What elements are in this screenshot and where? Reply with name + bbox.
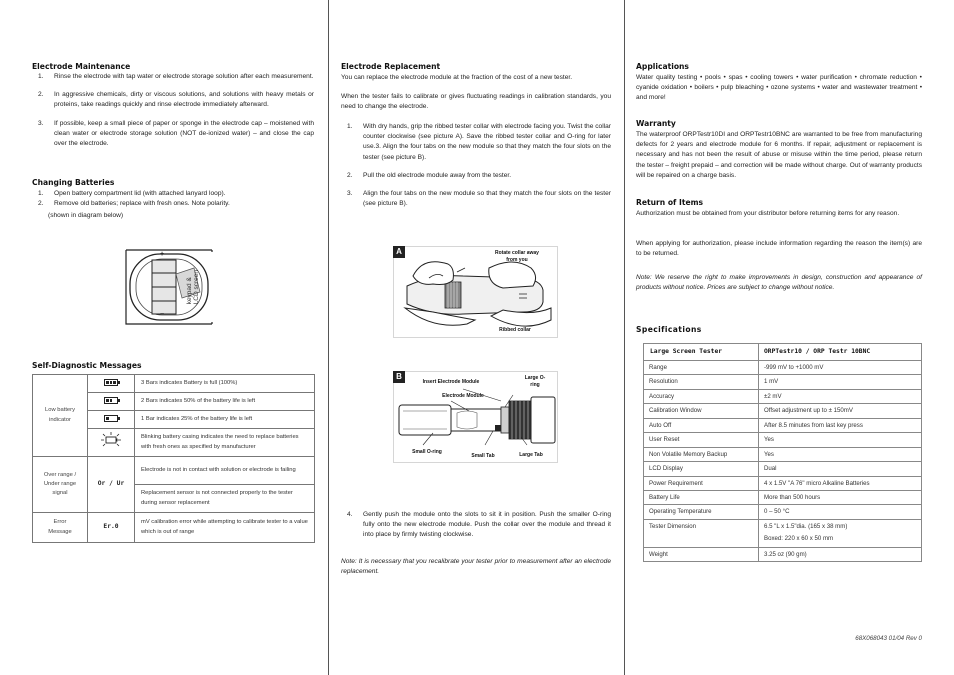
battery-blink-desc: Blinking battery casing indicates the need to replace batteries with fresh ones as specified by manufacturer [135,429,315,457]
list-item: 1. Rinse the electrode with tap water or electrode storage solution after each measurement. [38,73,314,80]
specifications-heading: Specifications [636,325,702,334]
battery-half-icon [88,393,135,411]
table-row: Weight 3.25 oz (90 gm) [644,547,922,561]
insert-module-label: Insert Electrode Module [422,379,480,385]
keypad-label: keypad & LCD screen [186,269,201,305]
replacement-heading: Electrode Replacement [341,62,441,71]
specifications-table [643,343,922,562]
battery-minus-label: − [160,311,165,318]
diagnostics-heading: Self-Diagnostic Messages [32,361,142,370]
left-column [32,0,315,675]
battery-full-icon [88,375,135,393]
list-item: 2. Pull the old electrode module away from the tester. [347,171,512,179]
replacement-step-4 [341,510,611,541]
maintenance-list [32,72,314,149]
warranty-heading: Warranty [636,119,676,128]
battery-compartment-figure [122,246,214,326]
right-column [636,0,922,675]
error-cell: Error Message [33,513,88,543]
replacement-desc: Replacement sensor is not connected properly to the tester during sensor replacement [135,485,315,513]
list-item: 2. Remove old batteries; replace with fresh ones. Note polarity. [38,200,230,208]
batteries-heading: Changing Batteries [32,178,115,187]
table-row [33,457,315,485]
middle-column [341,0,611,675]
battery-plus-label: + [160,251,165,258]
batteries-list [32,189,314,209]
battery-half-desc: 2 Bars indicates 50% of the battery life is left [135,393,315,411]
table-row: User Reset Yes [644,433,922,447]
large-tab-label: Large Tab [519,452,543,458]
return-heading: Return of Items [636,198,704,207]
table-row: Operating Temperature 0 – 50 °C [644,505,922,519]
table-row: Non Volatile Memory Backup Yes [644,447,922,461]
return-text-2: When applying for authorization, please include information regarding the reason the item(s) are to be returned. [636,240,922,258]
spec-head-left: Large Screen Tester [644,344,759,361]
replacement-steps [341,122,611,210]
diagnostics-table [32,374,315,543]
table-row: Resolution 1 mV [644,375,922,389]
large-oring-label: Large O-ring [524,375,546,388]
battery-quarter-icon [88,411,135,429]
column-divider-left [328,0,329,675]
applications-heading: Applications [636,62,689,71]
over-range-cell: Over range / Under range signal [33,457,88,513]
figure-a [393,246,558,338]
table-row: Calibration Window Offset adjustment up to ± 150mV [644,404,922,418]
spec-head-right: ORPTestr10 / ORP Testr 10BNC [759,344,922,361]
list-item: 3. Align the four tabs on the new module so that they match the four slots on the tester (see picture B). [347,190,611,208]
table-row [644,344,922,361]
table-row [33,375,315,393]
or-ur-code: Or / Ur [88,457,135,513]
list-item: 2. In aggressive chemicals, dirty or viscous solutions, and solutions with heavy metals or proteins, take readings quickly and rinse electrode immediately afterward. [38,91,314,109]
replacement-intro-2: When the tester fails to calibrate or gives fluctuating readings in calibration standards, you need to change the electrode. [341,93,611,111]
improvements-note: Note: We reserve the right to make improvements in design, construction and appearance of products without notice. Prices are subject to change without notice. [636,274,922,292]
rotate-collar-label: Rotate collar away from you [495,250,539,263]
figure-a-badge: A [393,246,405,258]
table-row: LCD Display Dual [644,462,922,476]
table-row: Power Requirement 4 x 1.5V "A 76" micro Alkaline Batteries [644,476,922,490]
table-row: Accuracy ±2 mV [644,389,922,403]
small-tab-label: Small Tab [471,453,495,459]
batteries-note: (shown in diagram below) [48,212,124,219]
list-item: 4. Gently push the module onto the slots to sit it in position. Push the smaller O-ring fully onto the new electrode module. Push the collar over the module and thread it into place by firmly twisting clockwise. [347,511,611,539]
not-contact-desc: Electrode is not in contact with solution or electrode is failing [135,457,315,485]
electrode-module-label: Electrode Module [442,393,484,399]
recalibrate-note: Note: It is necessary that you recalibrate your tester prior to measurement after an electrode replacement. [341,558,611,576]
battery-quarter-desc: 1 Bar indicates 25% of the battery life is left [135,411,315,429]
battery-blink-icon [88,429,135,457]
warranty-text: The waterproof ORPTestr10DI and ORPTestr10BNC are warranted to be free from manufacturing defects for 2 years and electrode module for 6 months. If repair, adjustment or replacement is necessary and has not been the result of abuse or misuse within the time period, please return the tester – freight prepaid – and correction will be made without charge. Out of warranty products will be repaired on a charge basis. [636,131,922,179]
low-battery-cell: Low battery indicator [33,375,88,457]
small-oring-label: Small O-ring [412,449,442,455]
replacement-intro-1: You can replace the electrode module at the fraction of the cost of a new tester. [341,74,573,81]
column-divider-right [624,0,625,675]
table-row: Battery Life More than 500 hours [644,490,922,504]
calib-error-desc: mV calibration error while attempting to calibrate tester to a value which is out of range [135,513,315,543]
figure-b [393,371,558,463]
ribbed-collar-label: Ribbed collar [499,327,531,333]
error-code: Er.0 [88,513,135,543]
table-row: Range -999 mV to +1000 mV [644,361,922,375]
list-item: 1. With dry hands, grip the ribbed tester collar with electrode facing you. Twist the collar counter clockwise (see picture A). Save the ribbed tester collar and O-ring for later use.3. Align the four tabs on the new module so that they match the four slots on the tester (see picture B). [347,123,611,161]
battery-full-desc: 3 Bars indicates Battery is full (100%) [135,375,315,393]
return-text-1: Authorization must be obtained from your distributor before returning items for any reason. [636,210,900,217]
list-item: 3. If possible, keep a small piece of paper or sponge in the electrode cap – moistened with clean water or electrode storage solution (NOT de-ionized water) – and close the cap over the electrode. [38,119,314,148]
applications-text: Water quality testing • pools • spas • cooling towers • water purification • chromate reduction • cyanide oxidation • boilers • pulp bleaching • ozone systems • water and wastewater treatment • and more! [636,74,922,102]
document-code: 68X068043 01/04 Rev 0 [855,635,922,642]
table-row: Auto Off After 8.5 minutes from last key press [644,418,922,432]
maintenance-heading: Electrode Maintenance [32,62,131,71]
table-row [33,513,315,543]
figure-b-badge: B [393,371,405,383]
list-item: 1. Open battery compartment lid (with attached lanyard loop). [38,190,226,197]
table-row: Tester Dimension 6.5 "L x 1.5"dia. (165 x 38 mm) Boxed: 220 x 60 x 50 mm [644,519,922,547]
